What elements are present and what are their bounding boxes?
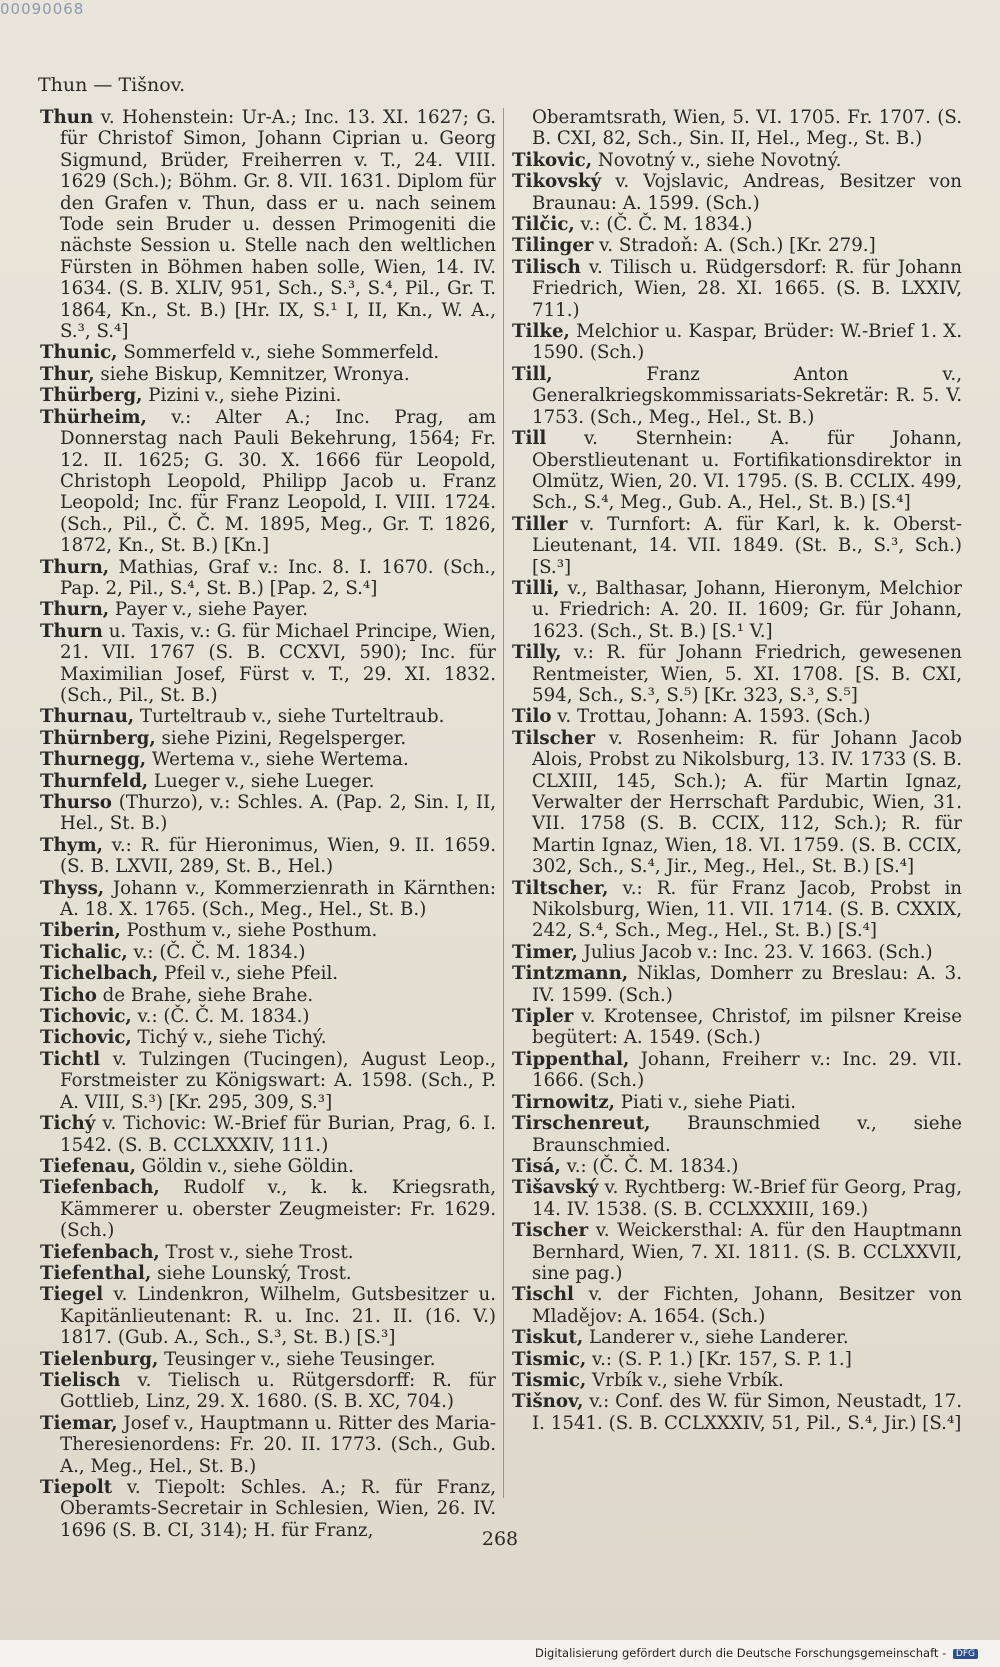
register-entry xyxy=(512,514,962,578)
entry-headword: Till xyxy=(512,428,547,450)
entry-headword: Tichý xyxy=(40,1113,96,1135)
entry-headword: Tilly, xyxy=(512,642,562,664)
entry-headword: Thürheim, xyxy=(40,406,147,428)
register-entry xyxy=(512,942,962,963)
entry-headword: Tiepolt xyxy=(40,1477,113,1498)
register-entry xyxy=(512,963,962,1006)
entry-text: de Brahe, siehe Brahe. xyxy=(96,984,314,1006)
entry-text: v.: R. für Franz Jacob, Probst in Nikolsburg, Wien, 11. VII. 1714. (S. B. CXXIX, 242, S.⁴, Sch., Meg., Hel., St. B.) [S.⁴] xyxy=(532,877,962,942)
register-entry xyxy=(512,107,962,150)
entry-headword: Tikovic, xyxy=(512,149,593,171)
entry-text: v. Turnfort: A. für Karl, k. k. Oberst-Lieutenant, 14. VII. 1849. (St. B., S.³, Sch.) [S.³] xyxy=(532,513,962,578)
register-entry xyxy=(40,557,496,600)
register-entry xyxy=(512,150,962,171)
entry-headword: Till, xyxy=(512,363,553,385)
entry-headword: Tiefenau, xyxy=(40,1155,136,1177)
register-entry xyxy=(40,621,496,707)
register-entry xyxy=(40,1177,496,1241)
entry-headword: Tilčic, xyxy=(512,214,575,236)
entry-headword: Tilli, xyxy=(512,577,560,599)
entry-text: Melchior u. Kaspar, Brüder: W.-Brief 1. X. 1590. (Sch.) xyxy=(532,321,962,364)
entry-text: v. Weickersthal: A. für den Hauptmann Bernhard, Wien, 7. XI. 1811. (S. B. CCLXXVII, sine pag.) xyxy=(532,1220,962,1284)
entry-headword: Tiefenbach, xyxy=(40,1177,160,1199)
entry-headword: Tismic, xyxy=(512,1348,587,1370)
entry-text: v. Trottau, Johann: A. 1593. (Sch.) xyxy=(551,706,871,728)
register-entry xyxy=(512,1284,962,1327)
register-entry xyxy=(40,1284,496,1348)
register-entry xyxy=(512,257,962,321)
entry-headword: Thurnegg, xyxy=(40,749,147,771)
entry-headword: Tippenthal, xyxy=(512,1048,630,1070)
entry-text: Julius Jacob v.: Inc. 23. V. 1663. (Sch.) xyxy=(577,941,933,963)
running-title: Thun — Tišnov. xyxy=(38,74,186,96)
entry-headword: Tintzmann, xyxy=(512,963,629,985)
register-entry xyxy=(512,878,962,942)
entry-text: v.: (Č. Č. M. 1834.) xyxy=(560,1155,739,1177)
register-entry xyxy=(40,385,496,406)
entry-headword: Tilisch xyxy=(512,256,581,278)
entry-headword: Thürberg, xyxy=(40,385,143,407)
entry-text: v.: (Č. Č. M. 1834.) xyxy=(131,1006,310,1028)
entry-text: Johann, Freiherr v.: Inc. 29. VII. 1666. (Sch.) xyxy=(532,1048,962,1092)
register-entry xyxy=(512,428,962,514)
entry-headword: Tilo xyxy=(512,706,552,728)
entry-text: v., Balthasar, Johann, Hieronym, Melchior u. Friedrich: A. 20. II. 1609; Gr. für Johann, 1623. (Sch., St. B.) [S.¹ V.] xyxy=(532,577,962,642)
column-divider xyxy=(503,108,504,1498)
entry-text: v. Stradoň: A. (Sch.) [Kr. 279.] xyxy=(593,235,876,257)
entry-headword: Tiefenbach, xyxy=(40,1241,160,1263)
entry-headword: Tichtl xyxy=(40,1048,101,1070)
register-entry xyxy=(40,920,496,941)
entry-headword: Thurn xyxy=(40,620,103,642)
register-entry xyxy=(40,1242,496,1263)
register-entry xyxy=(40,1263,496,1284)
entry-headword: Thun xyxy=(40,107,94,128)
register-entry xyxy=(40,749,496,770)
entry-text: v. Lindenkron, Wilhelm, Gutsbesitzer u. Kapitänlieutenant: R. u. Inc. 21. II. (16. V.) 1817. (Gub. A., Sch., S.³, St. B.) [S.³] xyxy=(60,1284,496,1349)
entry-headword: Thurnfeld, xyxy=(40,770,149,792)
entry-text: v.: R. für Hieronimus, Wien, 9. II. 1659. (S. B. LXVII, 289, St. B., Hel.) xyxy=(60,834,496,878)
register-entry xyxy=(512,1092,962,1113)
entry-headword: Thurso xyxy=(40,792,112,813)
entry-headword: Tilinger xyxy=(512,235,594,257)
entry-text: Wertema v., siehe Wertema. xyxy=(146,749,409,771)
register-entry xyxy=(512,706,962,727)
entry-text: Piati v., siehe Piati. xyxy=(615,1091,797,1113)
entry-headword: Thyss, xyxy=(40,877,105,899)
entry-text: Landerer v., siehe Landerer. xyxy=(583,1327,849,1349)
entry-text: v.: Conf. des W. für Simon, Neustadt, 17. I. 1541. (S. B. CCLXXXIV, 51, Pil., S.⁴, Jir.) [S.⁴] xyxy=(532,1391,962,1434)
funding-credit xyxy=(535,1646,978,1660)
entry-headword: Thunic, xyxy=(40,342,118,364)
entry-text: Johann v., Kommerzienrath in Kärnthen: A. 18. X. 1765. (Sch., Meg., Hel., St. B.) xyxy=(60,877,496,921)
entry-headword: Tichovic, xyxy=(40,1006,132,1028)
entry-text: v. Sternhein: A. für Johann, Oberstlieutenant u. Fortifikationsdirektor in Olmütz, Wien, 20. VI. 1795. (S. B. CCLIX. 499, Sch., S.⁴, Meg., Gub. A., Hel., St. B.) [S.⁴] xyxy=(532,428,962,514)
entry-text: v. Rychtberg: W.-Brief für Georg, Prag, 14. IV. 1538. (S. B. CCLXXXIII, 169.) xyxy=(532,1177,962,1220)
entry-text: u. Taxis, v.: G. für Michael Principe, Wien, 21. VII. 1767 (S. B. CCXVI, 590); Inc. für Maximilian Josef, Fürst v. T., 29. XI. 1832. (Sch., Pil., St. B.) xyxy=(60,620,496,706)
entry-headword: Tielenburg, xyxy=(40,1348,159,1370)
entry-text: Teusinger v., siehe Teusinger. xyxy=(158,1348,436,1370)
entry-text: siehe Lounský, Trost. xyxy=(151,1262,352,1284)
register-entry xyxy=(512,1006,962,1049)
register-entry xyxy=(512,642,962,706)
register-entry xyxy=(40,1027,496,1048)
entry-text: v. Tilisch u. Rüdgersdorf: R. für Johann Friedrich, Wien, 28. XI. 1665. (S. B. LXXIV, 711.) xyxy=(532,256,962,321)
dfg-logo: DFG xyxy=(953,1649,978,1659)
entry-headword: Tiefenthal, xyxy=(40,1262,152,1284)
entry-text: v.: (S. P. 1.) [Kr. 157, S. P. 1.] xyxy=(586,1348,852,1370)
entry-text: v. der Fichten, Johann, Besitzer von Mladějov: A. 1654. (Sch.) xyxy=(532,1284,962,1327)
register-entry xyxy=(512,171,962,214)
entry-headword: Thurn, xyxy=(40,556,110,578)
entry-text: Niklas, Domherr zu Breslau: A. 3. IV. 1599. (Sch.) xyxy=(532,963,962,1006)
register-entry xyxy=(40,985,496,1006)
entry-headword: Ticho xyxy=(40,984,97,1006)
entry-text: v. Tiepolt: Schles. A.; R. für Franz, Oberamts-Secretair in Schlesien, Wien, 26. IV. 1696 (S. B. CI, 314); H. für Franz, xyxy=(60,1477,496,1541)
entry-headword: Tirschenreut, xyxy=(512,1113,651,1135)
register-entry xyxy=(40,706,496,727)
entry-headword: Tichalic, xyxy=(40,941,128,963)
entry-text: Sommerfeld v., siehe Sommerfeld. xyxy=(117,342,440,364)
entry-text: Göldin v., siehe Göldin. xyxy=(135,1155,354,1177)
entry-text: v.: R. für Johann Friedrich, gewesenen Rentmeister, Wien, 5. XI. 1708. [S. B. CXI, 594, Sch., S.³, S.⁵) [Kr. 323, S.³, S.⁵] xyxy=(532,642,962,706)
entry-headword: Thym, xyxy=(40,834,103,856)
entry-headword: Tichelbach, xyxy=(40,963,159,985)
entry-text: v. Rosenheim: R. für Johann Jacob Alois, Probst zu Nikolsburg, 13. IV. 1733 (S. B. CLXIII, 145, Sch.); A. für Martin Ignaz, Verwalter der Herrschaft Pardubic, Wien, 31. VII. 1758 (S. B. CCIX, 112, Sch.); R. für Martin Ignaz, Wien, 18. VI. 1759. (S. B. CCIX, 302, Sch., S.⁴, Jir., Meg., Hel., St. B.) [S.⁴] xyxy=(532,727,962,878)
register-entry xyxy=(512,578,962,642)
entry-text: Trost v., siehe Trost. xyxy=(159,1241,354,1263)
entry-text: Braunschmied v., siehe Braunschmied. xyxy=(532,1113,962,1156)
register-entry xyxy=(512,321,962,364)
register-entry xyxy=(512,214,962,235)
entry-headword: Tismic, xyxy=(512,1369,587,1391)
register-entry xyxy=(512,1177,962,1220)
entry-text: Vrbík v., siehe Vrbík. xyxy=(586,1369,784,1391)
entry-text: v. Vojslavic, Andreas, Besitzer von Braunau: A. 1599. (Sch.) xyxy=(532,171,962,214)
register-entry xyxy=(512,1391,962,1434)
entry-text: v. Tielisch u. Rütgersdorff: R. für Gottlieb, Linz, 29. X. 1680. (S. B. XC, 704.) xyxy=(60,1369,496,1413)
entry-text: v. Tulzingen (Tucingen), August Leop., Forstmeister zu Königswart: A. 1598. (Sch., P. A. VIII, S.³) [Kr. 295, 309, S.³] xyxy=(60,1048,496,1113)
entry-text: (Thurzo), v.: Schles. A. (Pap. 2, Sin. I, II, Hel., St. B.) xyxy=(60,792,496,835)
register-entry xyxy=(512,1049,962,1092)
entry-text: v. Hohenstein: Ur-A.; Inc. 13. XI. 1627; G. für Christof Simon, Johann Ciprian u. Georg Sigmund, Brüder, Freiherren v. T., 24. VIII. 1629 (Sch.); Böhm. Gr. 8. VII. 1631. Diplom für den Grafen v. Thun, dass er u. nach seinem Tode sein Bruder u. dessen Primogeniti die nächste Session u. Stelle nach den weltlichen Fürsten in Böhmen haben solle, Wien, 14. IV. 1634. (S. B. XLIV, 951, Sch., S.³, S.⁴, Pil., Gr. T. 1864, Kn., St. B.) [Hr. IX, S.¹ I, II, Kn., W. A., S.³, S.⁴] xyxy=(60,107,496,343)
register-entry xyxy=(512,235,962,256)
entry-headword: Thürnberg, xyxy=(40,727,156,749)
entry-headword: Tilke, xyxy=(512,321,570,343)
register-entry xyxy=(512,1113,962,1156)
entry-headword: Timer, xyxy=(512,941,578,963)
register-entry xyxy=(512,1220,962,1284)
entry-headword: Tiberin, xyxy=(40,920,121,942)
entry-headword: Thurn, xyxy=(40,599,110,621)
register-entry xyxy=(512,1327,962,1348)
entry-headword: Tisá, xyxy=(512,1155,561,1177)
register-entry xyxy=(512,728,962,878)
entry-text: Rudolf v., k. k. Kriegsrath, Kämmerer u. oberster Zeugmeister: Fr. 1629. (Sch.) xyxy=(60,1177,496,1242)
register-entry xyxy=(40,1413,496,1477)
register-entry xyxy=(512,1349,962,1370)
entry-headword: Tiskut, xyxy=(512,1327,584,1349)
entry-text: Franz Anton v., Generalkriegskommissariats-Sekretär: R. 5. V. 1753. (Sch., Meg., Hel., St. B.) xyxy=(532,363,962,428)
entry-text: Pfeil v., siehe Pfeil. xyxy=(158,963,339,985)
register-entry xyxy=(40,599,496,620)
right-column xyxy=(512,107,962,1434)
entry-text: Pizini v., siehe Pizini. xyxy=(142,385,342,407)
entry-text: v. Tichovic: W.-Brief für Burian, Prag, 6. I. 1542. (S. B. CCLXXXIV, 111.) xyxy=(60,1113,496,1156)
entry-text: v.: Alter A.; Inc. Prag, am Donnerstag nach Pauli Bekehrung, 1564; Fr. 12. II. 1625; G. 30. X. 1666 für Leopold, Christoph Leopold, Philipp Jacob u. Franz Leopold; Inc. für Franz Leopold, I. VIII. 1724. (Sch., Pil., Č. Č. M. 1895, Meg., Gr. T. 1826, 1872, Kn., St. B.) [Kn.] xyxy=(60,406,496,557)
register-entry xyxy=(40,342,496,363)
register-entry xyxy=(40,792,496,835)
entry-headword: Tiller xyxy=(512,513,568,535)
entry-text: v.: (Č. Č. M. 1834.) xyxy=(574,214,753,236)
scan-id-mark: 00090068 xyxy=(0,0,85,18)
register-entry xyxy=(40,728,496,749)
entry-headword: Tielisch xyxy=(40,1369,121,1391)
left-column xyxy=(40,107,496,1541)
entry-text: Payer v., siehe Payer. xyxy=(109,599,309,621)
entry-headword: Tichovic, xyxy=(40,1027,132,1049)
register-entry xyxy=(40,364,496,385)
register-entry xyxy=(40,1349,496,1370)
entry-headword: Tiegel xyxy=(40,1284,104,1306)
entry-text: Tichý v., siehe Tichý. xyxy=(131,1027,327,1049)
entry-text: Turteltraub v., siehe Turteltraub. xyxy=(134,706,445,728)
entry-text: Mathias, Graf v.: Inc. 8. I. 1670. (Sch., Pap. 2, Pil., S.⁴, St. B.) [Pap. 2, S.⁴] xyxy=(60,556,496,599)
entry-headword: Tilscher xyxy=(512,727,596,749)
entry-text: Novotný v., siehe Novotný. xyxy=(592,149,842,171)
entry-text: siehe Biskup, Kemnitzer, Wronya. xyxy=(94,363,410,385)
register-entry xyxy=(40,1113,496,1156)
entry-headword: Tiltscher, xyxy=(512,877,609,899)
entry-headword: Thur, xyxy=(40,363,95,385)
entry-headword: Thurnau, xyxy=(40,706,135,728)
entry-headword: Tišavský xyxy=(512,1177,599,1199)
register-entry xyxy=(40,1006,496,1027)
register-entry xyxy=(40,1156,496,1177)
register-entry xyxy=(40,942,496,963)
entry-text: Lueger v., siehe Lueger. xyxy=(148,770,375,792)
entry-headword: Tirnowitz, xyxy=(512,1091,616,1113)
register-entry xyxy=(512,1370,962,1391)
register-entry xyxy=(40,963,496,984)
entry-text: Oberamtsrath, Wien, 5. VI. 1705. Fr. 1707. (S. B. CXI, 82, Sch., Sin. II, Hel., Meg., St. B.) xyxy=(532,107,962,150)
entry-headword: Tischer xyxy=(512,1220,589,1242)
entry-text: siehe Pizini, Regelsperger. xyxy=(155,727,407,749)
register-entry xyxy=(40,878,496,921)
entry-text: Josef v., Hauptmann u. Ritter des Maria-Theresienordens: Fr. 20. II. 1773. (Sch., Gub. A., Meg., Hel., St. B.) xyxy=(60,1412,496,1477)
register-entry xyxy=(512,1156,962,1177)
page-number: 268 xyxy=(481,1528,519,1550)
funding-credit-text: Digitalisierung gefördert durch die Deutsche Forschungsgemeinschaft - xyxy=(534,1646,947,1660)
entry-headword: Tiemar, xyxy=(40,1412,118,1434)
entry-text: v.: (Č. Č. M. 1834.) xyxy=(127,941,306,963)
entry-text: v. Krotensee, Christof, im pilsner Kreise begütert: A. 1549. (Sch.) xyxy=(532,1006,962,1049)
register-entry xyxy=(40,1049,496,1113)
entry-text: Posthum v., siehe Posthum. xyxy=(120,920,378,942)
register-entry xyxy=(512,364,962,428)
register-entry xyxy=(40,771,496,792)
entry-headword: Tischl xyxy=(512,1284,574,1306)
entry-headword: Tipler xyxy=(512,1006,574,1028)
register-entry xyxy=(40,1370,496,1413)
register-entry xyxy=(40,107,496,342)
entry-headword: Tikovský xyxy=(512,171,602,193)
register-entry xyxy=(40,835,496,878)
entry-headword: Tišnov, xyxy=(512,1391,584,1413)
register-entry xyxy=(40,407,496,557)
